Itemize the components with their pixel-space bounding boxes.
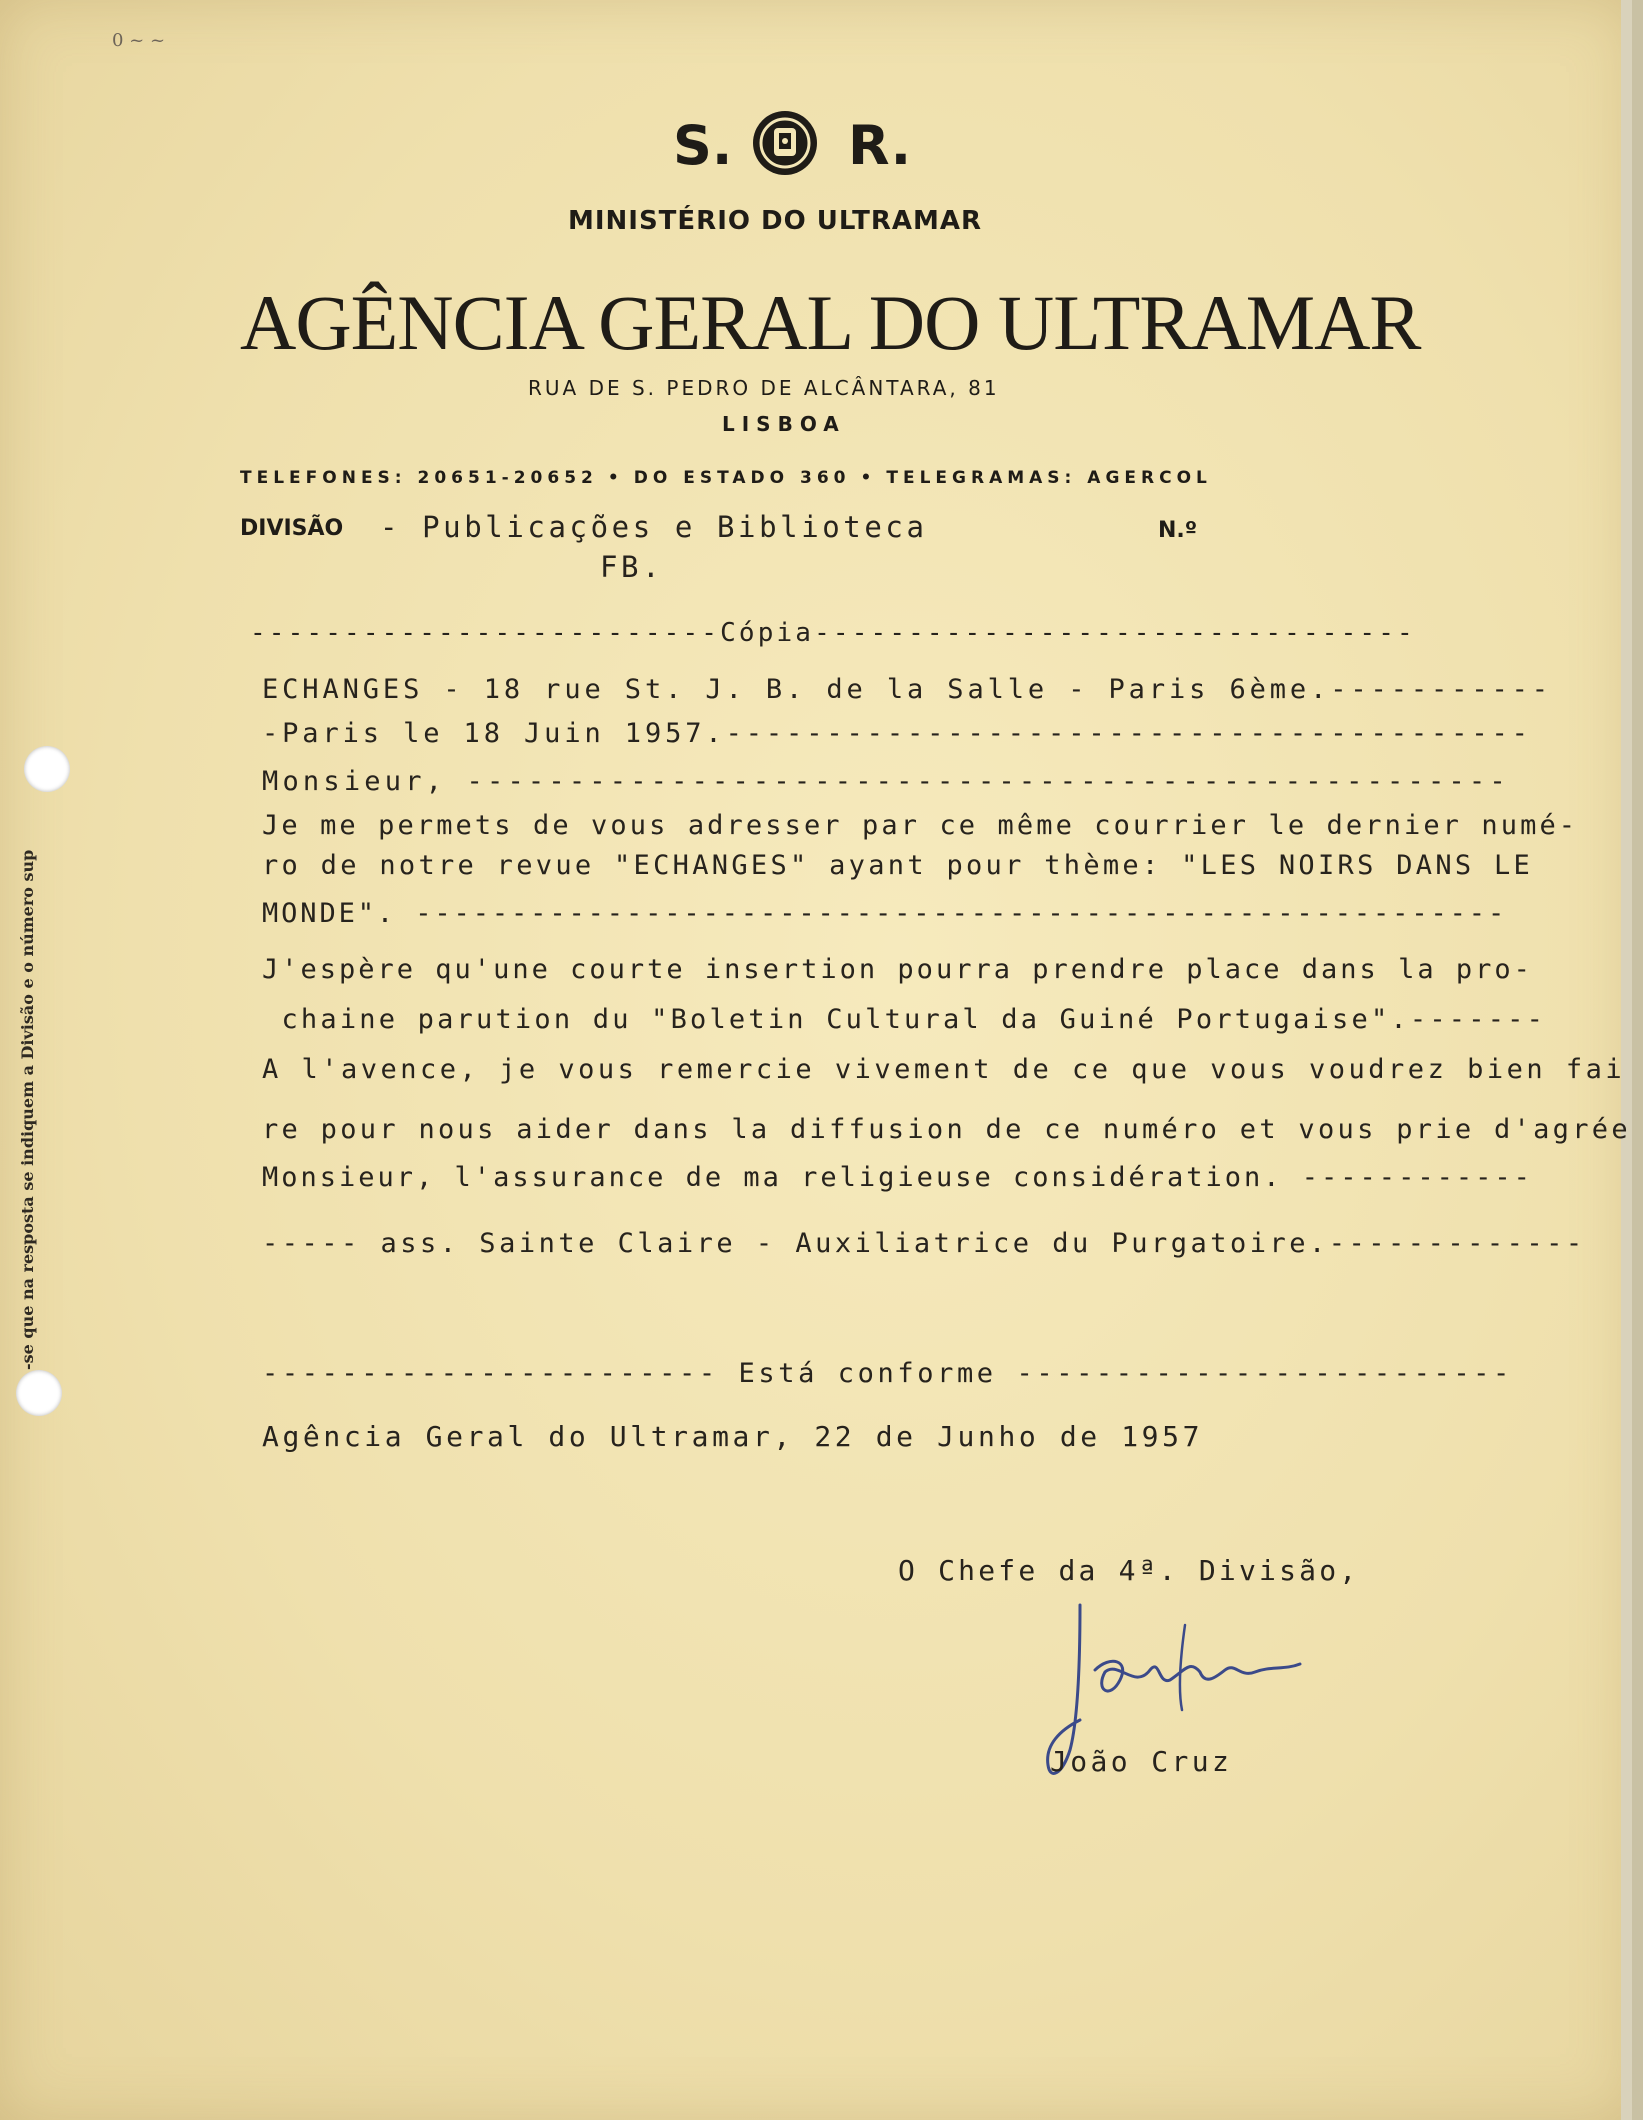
letter-line-2: -Paris le 18 Juin 1957.---------------------------------------- [262,718,1532,749]
letterhead-monogram [600,108,1020,188]
typed-fb: FB. [600,550,664,584]
telegrams-label: TELEGRAMAS: [886,468,1077,488]
phones: TELEFONES: 20651-20652 [240,468,598,488]
copy-heading: -------------------------Cópia-------------------------------- [250,618,1416,648]
agency-name: AGÊNCIA GERAL DO ULTRAMAR [240,279,1421,366]
letter-line-12: ----- ass. Sainte Claire - Auxiliatrice du Purgatoire.------------- [262,1228,1586,1259]
letter-line-3: Monsieur, --------------------------------------------------- [262,766,1510,797]
chief-title: O Chefe da 4ª. Divisão, [898,1554,1360,1587]
typed-divisao: - Publicações e Biblioteca [380,510,928,544]
letter-line-7: J'espère qu'une courte insertion pourra prendre place dans la pro- [262,954,1533,985]
ministry-name: MINISTÉRIO DO ULTRAMAR [567,206,983,236]
letter-line-5: ro de notre revue "ECHANGES" ayant pour thème: "LES NOIRS DANS LE [262,850,1534,881]
signatory-name: João Cruz [1050,1745,1233,1778]
contact-line: TELEFONES: 20651-20652 • DO ESTADO 360 • TELEGRAMAS: AGERCOL [240,468,1212,488]
estado: DO ESTADO 360 [633,468,851,488]
punch-hole-bottom [16,1370,62,1416]
coat-of-arms-icon [750,108,820,178]
agency-city: LISBOA [722,412,846,436]
letter-line-11: Monsieur, l'assurance de ma religieuse considération. ------------ [262,1162,1533,1193]
letterhead-r: R. [848,114,912,177]
side-note: -se que na resposta se indiquem a Divisão e o número sup [18,849,37,1370]
letterhead-s: S. [673,114,733,177]
letter-line-1: ECHANGES - 18 rue St. J. B. de la Salle - Paris 6ème.----------- [262,674,1552,705]
letter-line-10: re pour nous aider dans la diffusion de ce numéro et vous prie d'agrée [262,1114,1631,1145]
letter-line-4: Je me permets de vous adresser par ce même courrier le dernier numé- [262,810,1579,841]
letter-line-9: A l'avence, je vous remercie vivement de ce que vous voudrez bien fai [262,1054,1626,1085]
place-date: Agência Geral do Ultramar, 22 de Junho de 1957 [262,1420,1204,1453]
telegrams: AGERCOL [1087,468,1212,488]
numero-label: N.º [1158,518,1198,543]
agency-address: RUA DE S. PEDRO DE ALCÂNTARA, 81 [528,376,1000,400]
margin-scribble: 0 ~ ~ [112,30,166,51]
divisao-label: DIVISÃO [240,516,344,541]
conforme-line: ----------------------- Está conforme ------------------------- [262,1358,1513,1389]
letter-line-8: chaine parution du "Boletin Cultural da Guiné Portugaise".------- [262,1004,1547,1035]
letter-line-6: MONDE". --------------------------------------------------------- [262,898,1508,929]
